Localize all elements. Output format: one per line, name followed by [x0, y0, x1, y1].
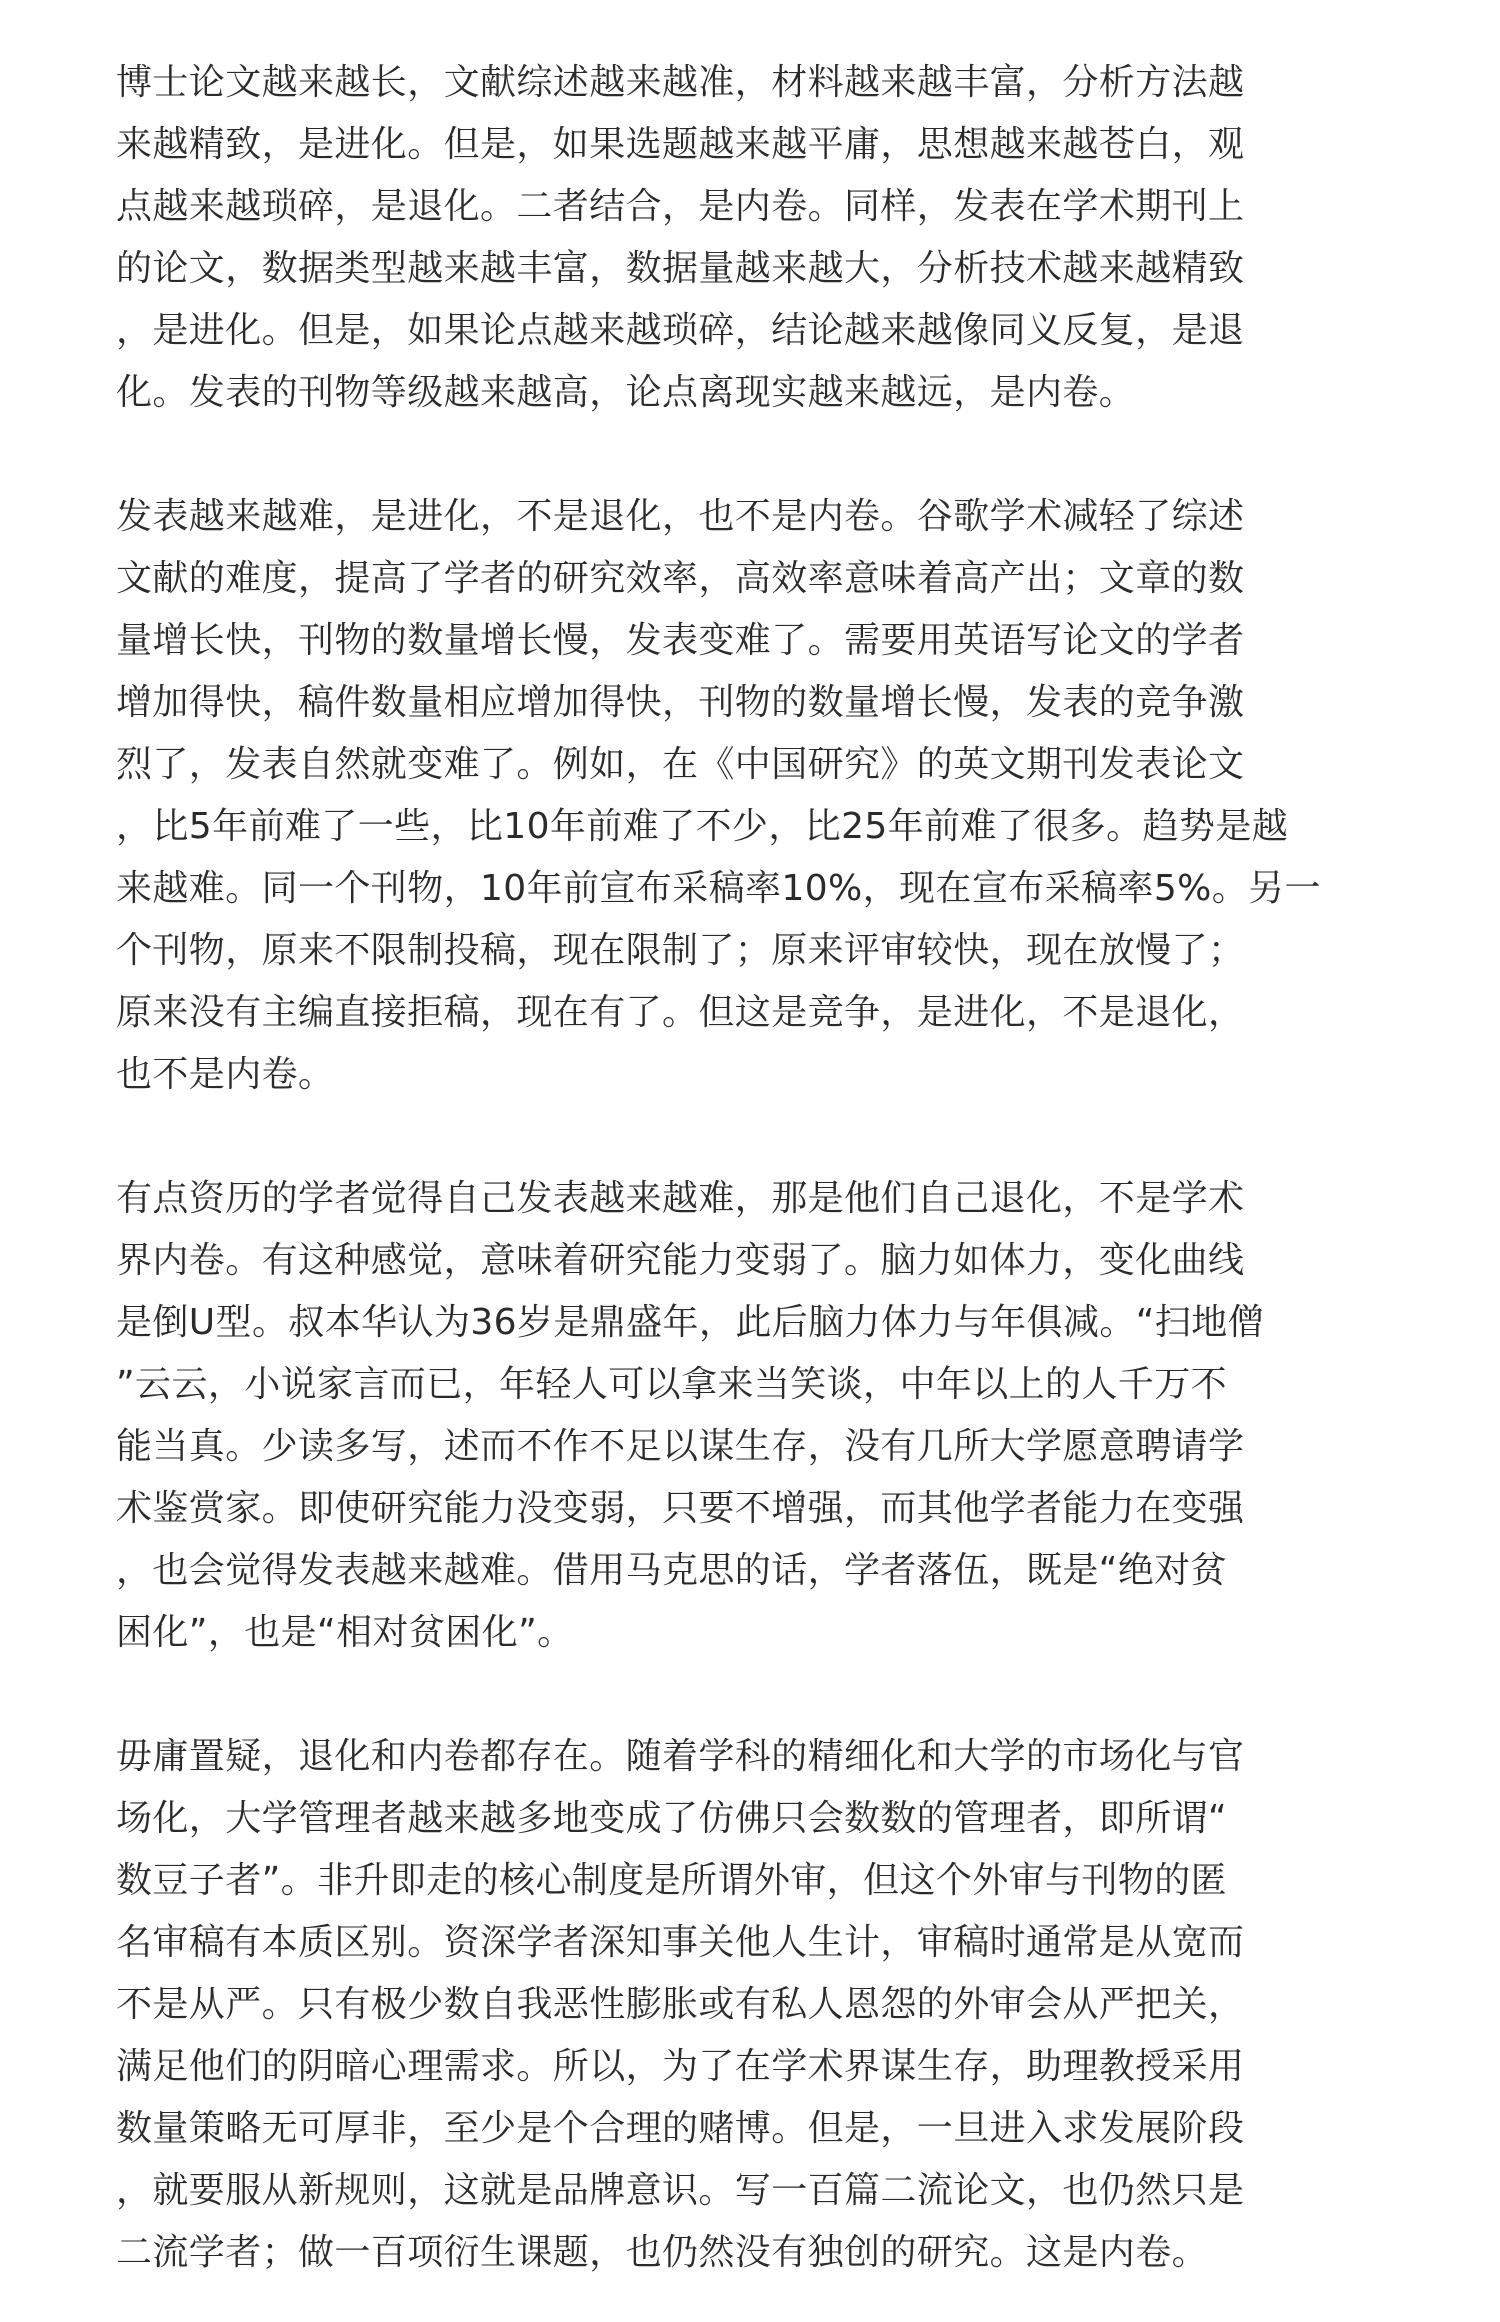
paragraph — [116, 1168, 1400, 1664]
text-line: 界内卷。有这种感觉，意味着研究能力变弱了。脑力如体力，变化曲线 — [116, 1240, 1245, 1281]
text-line: 术鉴赏家。即使研究能力没变弱，只要不增强，而其他学者能力在变强 — [116, 1488, 1245, 1529]
text-line: 烈了，发表自然就变难了。例如，在《中国研究》的英文期刊发表论文 — [116, 744, 1245, 785]
text-line: ”云云，小说家言而已，年轻人可以拿来当笑谈，中年以上的人千万不 — [116, 1364, 1228, 1405]
text-line: 来越难。同一个刊物，10年前宣布采稿率10%，现在宣布采稿率5%。另一 — [116, 868, 1321, 909]
text-line: 化。发表的刊物等级越来越高，论点离现实越来越远，是内卷。 — [116, 372, 1136, 413]
text-line: ，是进化。但是，如果论点越来越琐碎，结论越来越像同义反复，是退 — [116, 310, 1245, 351]
text-line: 原来没有主编直接拒稿，现在有了。但这是竞争，是进化，不是退化， — [116, 992, 1245, 1033]
text-line: 二流学者；做一百项衍生课题，也仍然没有独创的研究。这是内卷。 — [116, 2232, 1209, 2273]
text-line: 不是从严。只有极少数自我恶性膨胀或有私人恩怨的外审会从严把关， — [116, 1984, 1245, 2025]
text-line: 有点资历的学者觉得自己发表越来越难，那是他们自己退化，不是学术 — [116, 1178, 1245, 1219]
text-line: 量增长快，刊物的数量增长慢，发表变难了。需要用英语写论文的学者 — [116, 620, 1245, 661]
text-line: ，比5年前难了一些，比10年前难了不少，比25年前难了很多。趋势是越 — [116, 806, 1289, 847]
text-line: 毋庸置疑，退化和内卷都存在。随着学科的精细化和大学的市场化与官 — [116, 1736, 1245, 1777]
text-line: 博士论文越来越长，文献综述越来越准，材料越来越丰富，分析方法越 — [116, 62, 1245, 103]
text-line: 也不是内卷。 — [116, 1054, 335, 1095]
text-line: 发表越来越难，是进化，不是退化，也不是内卷。谷歌学术减轻了综述 — [116, 496, 1245, 537]
text-line: 名审稿有本质区别。资深学者深知事关他人生计，审稿时通常是从宽而 — [116, 1922, 1245, 1963]
text-line: 文献的难度，提高了学者的研究效率，高效率意味着高产出；文章的数 — [116, 558, 1245, 599]
text-line: ，就要服从新规则，这就是品牌意识。写一百篇二流论文，也仍然只是 — [116, 2170, 1245, 2211]
text-line: 困化”，也是“相对贫困化”。 — [116, 1612, 574, 1653]
text-line: 的论文，数据类型越来越丰富，数据量越来越大，分析技术越来越精致 — [116, 248, 1245, 289]
text-line: 点越来越琐碎，是退化。二者结合，是内卷。同样，发表在学术期刊上 — [116, 186, 1245, 227]
paragraph — [116, 1726, 1400, 2284]
text-line: 来越精致，是进化。但是，如果选题越来越平庸，思想越来越苍白，观 — [116, 124, 1245, 165]
text-line: 数豆子者”。非升即走的核心制度是所谓外审，但这个外审与刊物的匿 — [116, 1860, 1228, 1901]
text-line: 是倒U型。叔本华认为36岁是鼎盛年，此后脑力体力与年俱减。“扫地僧 — [116, 1302, 1265, 1343]
text-line: 增加得快，稿件数量相应增加得快，刊物的数量增长慢，发表的竞争激 — [116, 682, 1245, 723]
text-line: 数量策略无可厚非，至少是个合理的赌博。但是，一旦进入求发展阶段 — [116, 2108, 1245, 2149]
paragraph — [116, 486, 1400, 1106]
text-line: 场化，大学管理者越来越多地变成了仿佛只会数数的管理者，即所谓“ — [116, 1798, 1228, 1839]
text-line: 满足他们的阴暗心理需求。所以，为了在学术界谋生存，助理教授采用 — [116, 2046, 1245, 2087]
text-line: 能当真。少读多写，述而不作不足以谋生存，没有几所大学愿意聘请学 — [116, 1426, 1245, 1467]
article-body — [116, 52, 1400, 2284]
text-line: ，也会觉得发表越来越难。借用马克思的话，学者落伍，既是“绝对贫 — [116, 1550, 1228, 1591]
paragraph — [116, 52, 1400, 424]
text-line: 个刊物，原来不限制投稿，现在限制了；原来评审较快，现在放慢了； — [116, 930, 1245, 971]
